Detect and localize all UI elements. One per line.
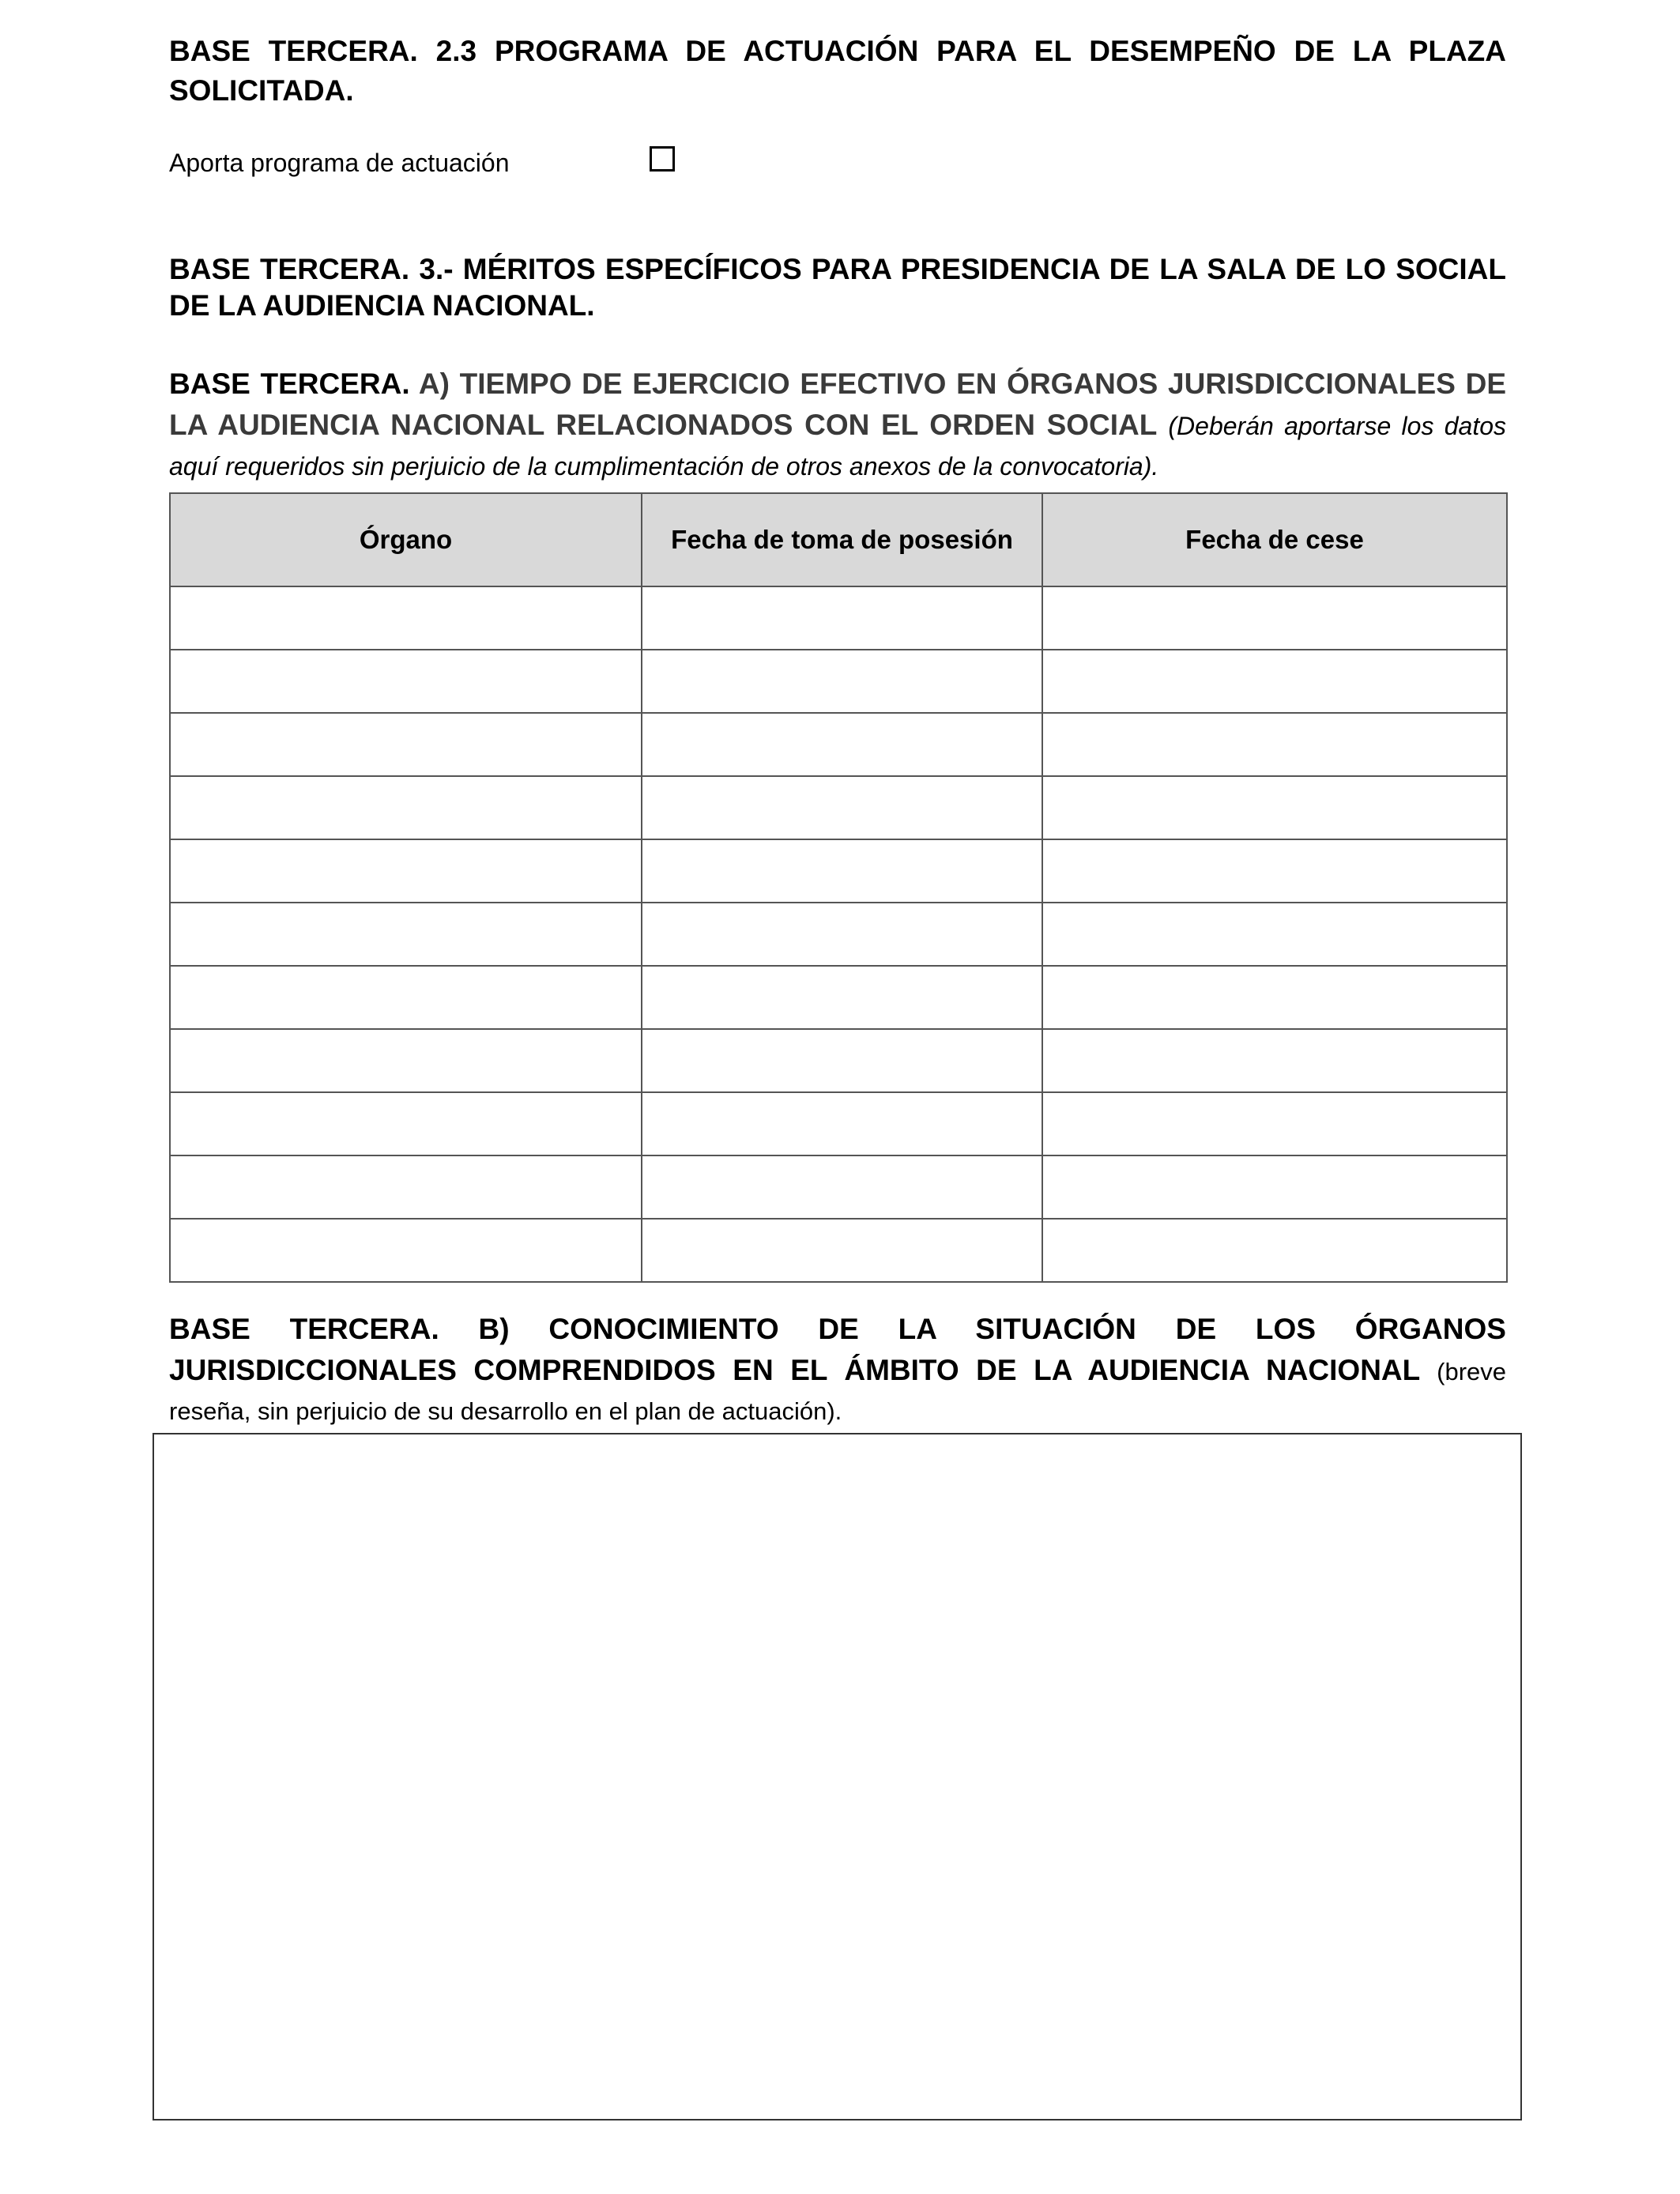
section-a-title: A) TIEMPO DE EJERCICIO EFECTIVO EN ÓRGANOS JURISDICCIONALES DE LA AUDIENCIA NACIONAL RELACIONADOS CON EL ORDEN SOCIAL [169,368,1506,441]
aporta-programa-checkbox[interactable] [650,146,675,172]
section-3-heading: BASE TERCERA. 3.- MÉRITOS ESPECÍFICOS PARA PRESIDENCIA DE LA SALA DE LO SOCIAL DE LA AUDIENCIA NACIONAL. [169,253,1506,322]
cell-fecha-toma[interactable] [642,776,1042,839]
cell-fecha-toma[interactable] [642,1092,1042,1155]
section-b-text-area[interactable] [153,1433,1522,2120]
header-fecha-toma-posesion: Fecha de toma de posesión [642,493,1042,586]
cell-organo[interactable] [170,650,642,713]
cell-fecha-toma[interactable] [642,586,1042,650]
table-row [170,966,1507,1029]
table-row [170,903,1507,966]
cell-fecha-cese[interactable] [1042,713,1507,776]
table-row [170,839,1507,903]
cell-fecha-toma[interactable] [642,1219,1042,1282]
cell-organo[interactable] [170,586,642,650]
header-fecha-cese: Fecha de cese [1042,493,1507,586]
cell-fecha-cese[interactable] [1042,650,1507,713]
cell-fecha-toma[interactable] [642,713,1042,776]
section-b-note: (breve reseña, sin perjuicio de su desarrollo en el plan de actuación). [169,1358,1506,1425]
cell-organo[interactable] [170,966,642,1029]
cell-organo[interactable] [170,1029,642,1092]
cell-fecha-toma[interactable] [642,839,1042,903]
cell-organo[interactable] [170,713,642,776]
table-row [170,1029,1507,1092]
table-row [170,586,1507,650]
cell-organo[interactable] [170,1155,642,1219]
section-b-title: BASE TERCERA. B) CONOCIMIENTO DE LA SITUACIÓN DE LOS ÓRGANOS JURISDICCIONALES COMPRENDIDOS EN EL ÁMBITO DE LA AUDIENCIA NACIONAL [169,1313,1506,1386]
cell-fecha-cese[interactable] [1042,1155,1507,1219]
cell-organo[interactable] [170,903,642,966]
section-a-note: (Deberán aportarse los datos aquí requeridos sin perjuicio de la cumplimentación de otros anexos de la convocatoria). [169,412,1507,481]
cell-fecha-cese[interactable] [1042,903,1507,966]
cell-fecha-cese[interactable] [1042,586,1507,650]
cell-fecha-cese[interactable] [1042,776,1507,839]
cell-organo[interactable] [170,776,642,839]
cell-fecha-cese[interactable] [1042,1092,1507,1155]
cell-fecha-toma[interactable] [642,650,1042,713]
section-b-heading [169,1312,1506,1434]
cell-organo[interactable] [170,1092,642,1155]
table-header-row [170,493,1507,586]
cell-organo[interactable] [170,1219,642,1282]
table-row [170,1219,1507,1282]
table-row [170,650,1507,713]
table-row [170,1155,1507,1219]
cell-fecha-cese[interactable] [1042,1029,1507,1092]
header-organo: Órgano [170,493,642,586]
cell-fecha-cese[interactable] [1042,966,1507,1029]
organos-table [169,492,1508,1283]
table-row [170,713,1507,776]
section-a-prefix: BASE TERCERA. [169,368,419,400]
cell-fecha-cese[interactable] [1042,1219,1507,1282]
section-2-3-heading: BASE TERCERA. 2.3 PROGRAMA DE ACTUACIÓN PARA EL DESEMPEÑO DE LA PLAZA SOLICITADA. [169,35,1506,107]
table-row [170,1092,1507,1155]
cell-fecha-toma[interactable] [642,903,1042,966]
table-row [170,776,1507,839]
aporta-programa-label: Aporta programa de actuación [169,149,510,177]
cell-fecha-toma[interactable] [642,966,1042,1029]
cell-organo[interactable] [170,839,642,903]
cell-fecha-toma[interactable] [642,1155,1042,1219]
cell-fecha-toma[interactable] [642,1029,1042,1092]
section-a-heading [169,367,1506,489]
cell-fecha-cese[interactable] [1042,839,1507,903]
